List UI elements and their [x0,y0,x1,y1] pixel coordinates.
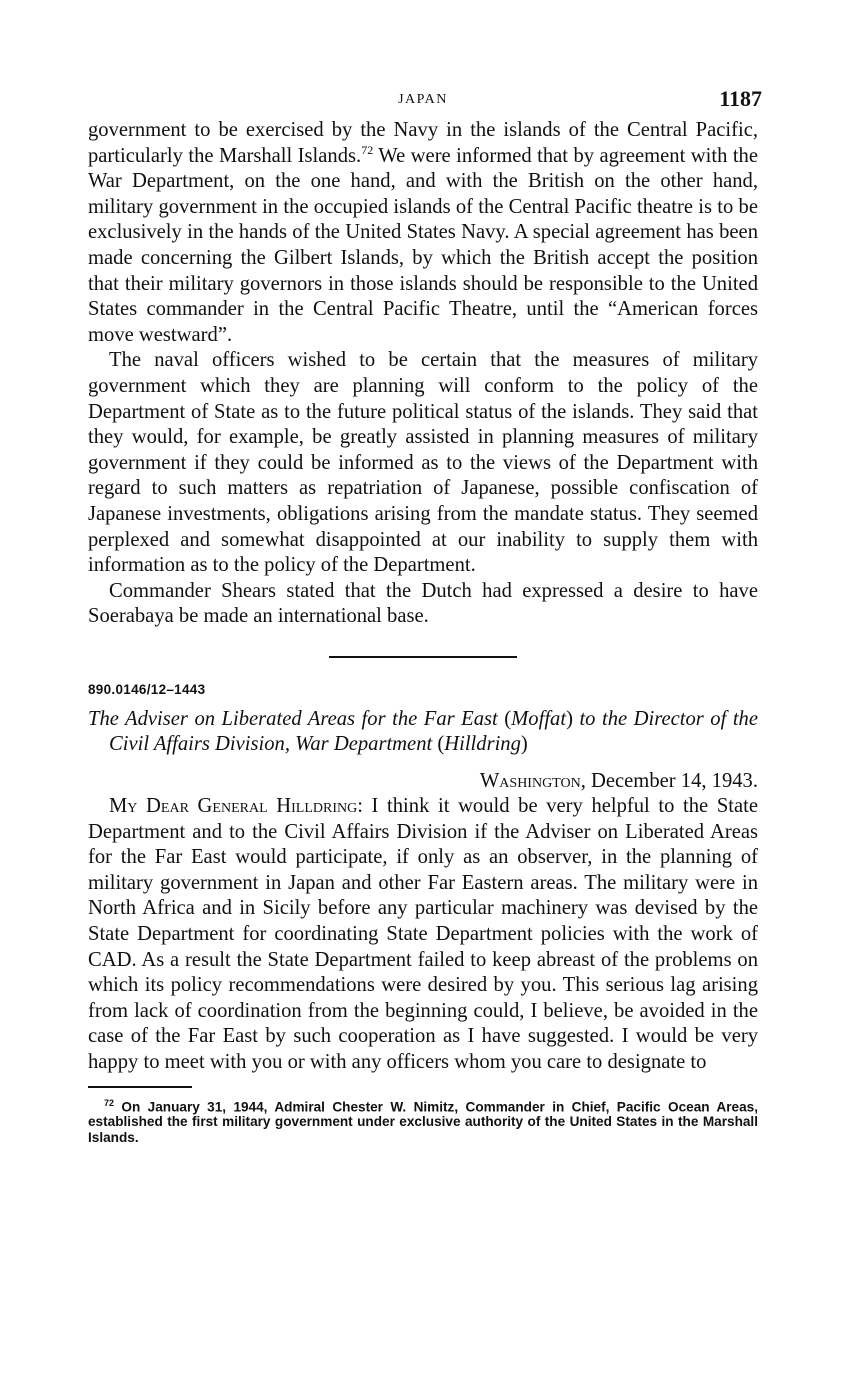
body-paragraph-3: Commander Shears stated that the Dutch had expressed a desire to have Soerabaya be made an international base. [88,579,758,628]
section-divider [329,656,517,658]
footnote-marker: 72 [104,1097,115,1108]
footnote-divider [88,1086,192,1088]
footnote-text: On January 31, 1944, Admiral Chester W. Nimitz, Commander in Chief, Pacific Ocean Areas, established the first military government under exclusive authority of the United States in the Marshall Islands. [88,1099,758,1145]
document-page [88,86,762,1145]
dateline [88,768,758,794]
body-paragraph-2: The naval officers wished to be certain that the measures of military government which they are planning will conform to the policy of the Department of State as to the future political status of the islands. They said that they would, for example, be greatly assisted in planning measures of military government if they could be informed as to the views of the Department with regard to such matters as repatriation of Japanese, possible confiscation of Japanese investments, obligations arising from the mandate status. They seemed perplexed and somewhat disappointed at our inability to supply them with information as to the policy of the Department. [88,349,758,577]
file-number: 890.0146/12–1443 [88,681,206,697]
letter-text: : I think it would be very helpful to the State Department and to the Civil Affairs Division if the Adviser on Liberated Areas for the Far East would participate, if only as an observer, in the planning of military government in Japan and other Far Eastern areas. The military were in North Africa and in Sicily before any particular machinery was devised by the State Department for coordinating State Department policies with the work of CAD. As a result the State Department failed to keep abreast of the problems on which its policy recommendations were desired by you. This serious lag arising from lack of coordination from the beginning could, I believe, be avoided in the case of the Far East by such cooperation as I have suggested. I would be very happy to meet with you or with any officers whom you care to designate to [88,795,758,1073]
salutation: My Dear General Hilldring [109,795,358,818]
title-name-hilldring: Hilldring [444,733,521,756]
footnote [88,1096,758,1145]
dateline-place: Washington [479,770,581,793]
footnote-reference: 72 [361,142,374,157]
title-part-2: to the Director of the Civil Affairs Division, War Department [109,707,758,756]
letter-paragraph [88,794,758,1076]
title-paren-close-2: ) [520,733,528,756]
running-header [88,86,762,118]
title-paren-close-1: ) [566,707,573,730]
dateline-date: , December 14, 1943. [580,770,758,793]
title-paren-open-1: ( [504,707,512,730]
title-name-moffat: Moffat [511,707,567,730]
title-paren-open-2: ( [437,733,445,756]
running-title: JAPAN [398,92,448,107]
paragraph-1-continuation: We were informed that by agreement with the War Department, on the one hand, and with the British on the other hand, military government in the occupied islands of the Central Pacific theatre is to be exclusively in the hands of the United States Navy. A special agreement has been made concerning the Gilbert Islands, by which the British accept the position that their military governors in those islands should be responsible to the United States commander in the Central Pacific Theatre, until the “American forces move westward”. [88,144,758,346]
document-title [88,707,758,758]
page-number: 1187 [719,86,762,111]
title-part-1: The Adviser on Liberated Areas for the Far East [88,707,505,730]
paragraph-1-text: government to be exercised by the Navy in the islands of the Central Pacific, particularly the Marshall Islands. [88,119,758,167]
body-paragraph-1 [88,118,758,348]
